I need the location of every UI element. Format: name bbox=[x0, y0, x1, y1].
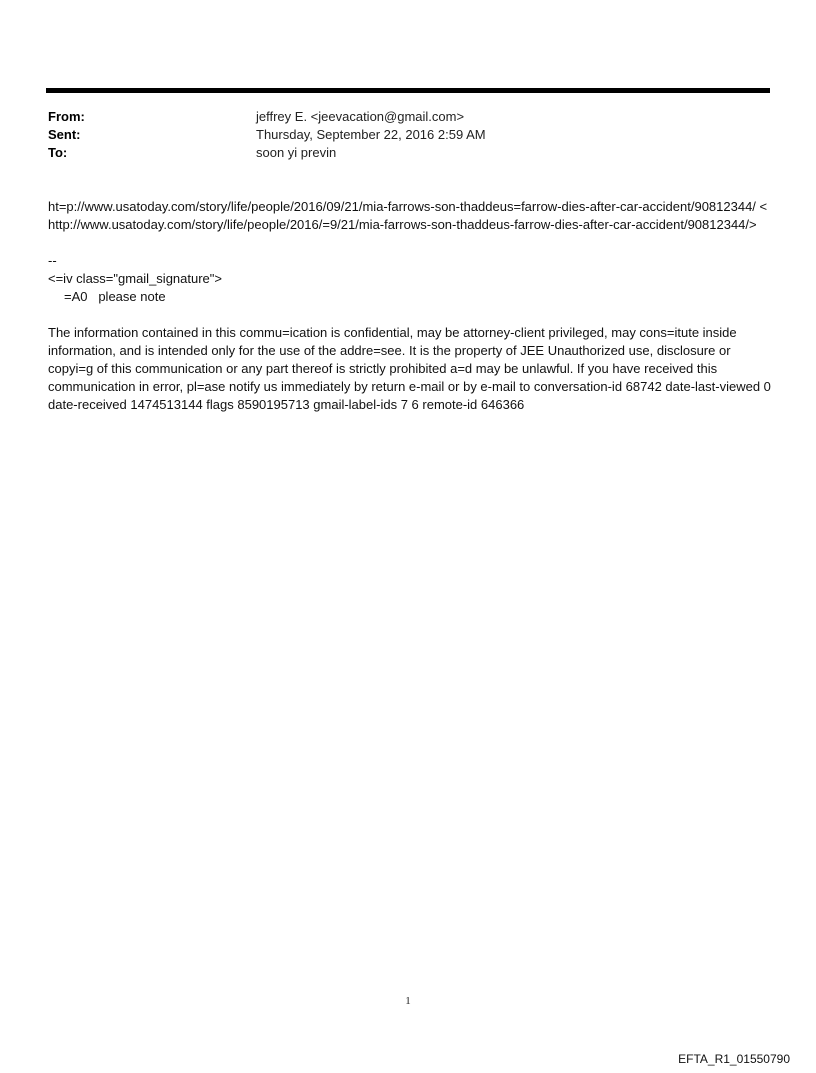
spacer bbox=[48, 234, 772, 252]
email-body bbox=[48, 198, 772, 414]
from-label: From: bbox=[48, 109, 85, 124]
sent-row bbox=[48, 126, 768, 144]
signature-markup-line: <=iv class="gmail_signature"> bbox=[48, 271, 222, 286]
from-row bbox=[48, 108, 768, 126]
header-divider bbox=[46, 88, 770, 93]
to-row bbox=[48, 144, 768, 162]
email-header bbox=[48, 108, 768, 162]
spacer bbox=[48, 306, 772, 324]
from-value: jeffrey E. <jeevacation@gmail.com> bbox=[256, 109, 465, 124]
article-link-text: ht=p://www.usatoday.com/story/life/people/2016/09/21/mia-farrows-son-thaddeus=farrow-dies-after-car-accident/90812344/ <http://www.usatoday.com/story/life/people/2016/=9/21/mia-farrows-son-thaddeus-farrow-dies-after-car-accident/90812344/> bbox=[48, 199, 768, 232]
sent-value: Thursday, September 22, 2016 2:59 AM bbox=[256, 127, 486, 142]
please-note-line: =A0 please note bbox=[64, 289, 166, 304]
document-id: EFTA_R1_01550790 bbox=[678, 1052, 790, 1066]
to-label: To: bbox=[48, 145, 68, 160]
confidentiality-disclaimer: The information contained in this commu=ication is confidential, may be attorney-client privileged, may cons=itute inside information, and is intended only for the use of the addre=see. It is the property of JEE Unauthorized use, disclosure or copyi=g of this communication or any part thereof is strictly prohibited a=d may be unlawful. If you have received this communication in error, pl=ase notify us immediately by return e-mail or by e-mail to conversation-id 68742 date-last-viewed 0 date-received 1474513144 flags 8590195713 gmail-label-ids 7 6 remote-id 646366 bbox=[48, 325, 771, 412]
signature-separator: -- bbox=[48, 253, 57, 268]
page-number: 1 bbox=[405, 995, 411, 1007]
to-value: soon yi previn bbox=[256, 145, 337, 160]
sent-label: Sent: bbox=[48, 127, 81, 142]
